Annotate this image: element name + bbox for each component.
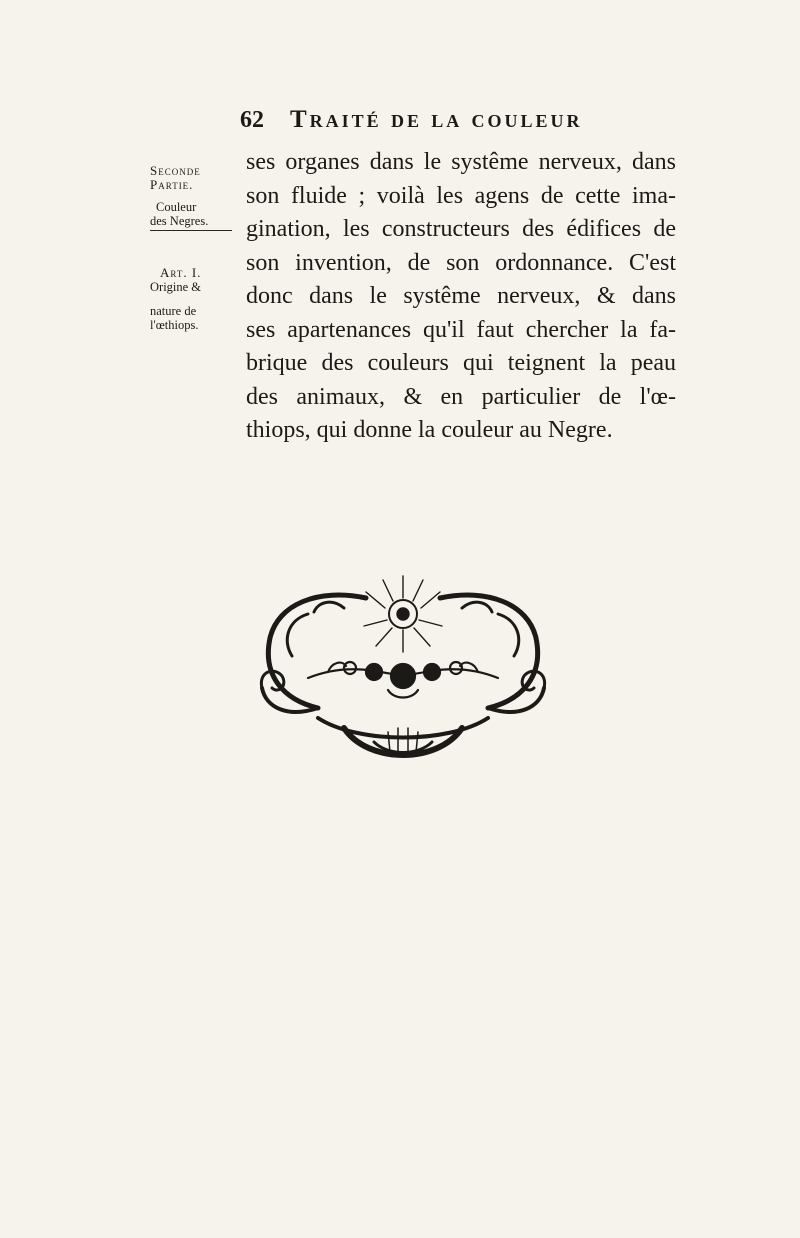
text-line: brique des couleurs qui teignent la peau <box>246 350 676 376</box>
text-line: des animaux, & en particulier de l'œ- <box>246 383 676 410</box>
margin-article-line-3: nature de <box>150 304 197 318</box>
body-paragraph <box>246 146 676 448</box>
margin-rule <box>150 230 232 231</box>
margin-note-part <box>150 164 240 192</box>
text-line: son invention, de son ordonnance. C'est <box>246 249 676 276</box>
margin-article-line-4: l'œthiops. <box>150 318 199 332</box>
running-title: Traité de la couleur <box>290 106 583 133</box>
margin-article-line-2: Origine & <box>150 280 202 294</box>
text-line: ses apartenances qu'il faut chercher la fa- <box>246 316 676 343</box>
margin-topic-line-1: Couleur <box>156 200 197 214</box>
sunburst-icon <box>364 576 442 652</box>
margin-part-line-2: Partie. <box>150 177 194 192</box>
margin-topic-line-2: des Negres. <box>150 214 209 228</box>
lower-shell <box>318 718 488 755</box>
left-scroll <box>261 595 366 712</box>
right-scroll <box>440 595 545 712</box>
running-head <box>240 106 582 134</box>
margin-part-line-1: Seconde <box>150 163 201 178</box>
tailpiece-vignette <box>248 568 558 768</box>
margin-article-line-1: Art. I. <box>160 265 202 280</box>
text-line: ses organes dans le systême nerveux, dans <box>246 149 676 175</box>
text-line: donc dans le systême nerveux, & dans <box>246 283 676 309</box>
text-line: son fluide ; voilà les agens de cette ima- <box>246 182 676 209</box>
floral-garland <box>308 662 498 698</box>
text-line: gination, les constructeurs des édifices de <box>246 216 676 242</box>
margin-note-article <box>150 266 240 332</box>
margin-note-topic <box>150 200 240 231</box>
text-line: thiops, qui donne la couleur au Negre. <box>246 417 613 443</box>
page-number: 62 <box>240 107 264 133</box>
